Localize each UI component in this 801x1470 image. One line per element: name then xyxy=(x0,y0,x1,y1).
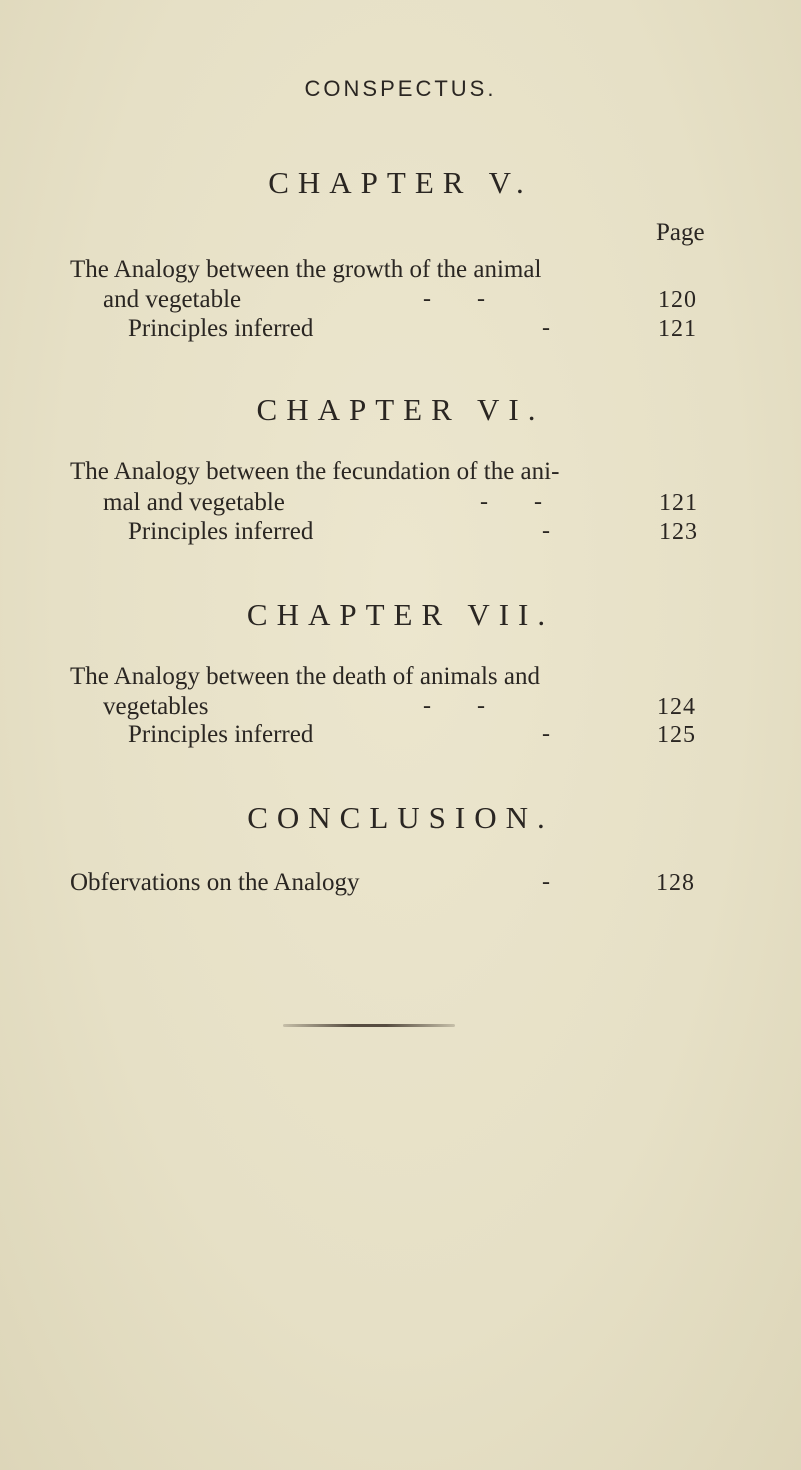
chapter-heading: CHAPTER V. xyxy=(268,165,533,200)
page-number: 121 xyxy=(659,490,698,516)
entry-text-continued: and vegetable xyxy=(103,286,242,313)
entry-text-continued: vegetables xyxy=(103,693,209,720)
page-number: 125 xyxy=(657,722,696,748)
dot-leader: - - xyxy=(423,693,485,719)
dot-leader: - xyxy=(542,518,550,544)
end-rule xyxy=(283,1024,455,1027)
entry-text: The Analogy between the growth of the animal xyxy=(70,256,542,283)
running-head: CONSPECTUS. xyxy=(304,76,497,101)
page-column-label: Page xyxy=(656,219,705,246)
entry-text-continued: mal and vegetable xyxy=(103,489,285,516)
entry-text: Principles inferred xyxy=(128,518,314,545)
chapter-heading: CHAPTER VII. xyxy=(246,597,555,632)
entry-text: Principles inferred xyxy=(128,721,314,748)
dot-leader: - - xyxy=(423,286,485,312)
chapter-heading: CONCLUSION. xyxy=(247,800,554,835)
page-number: 120 xyxy=(658,287,697,313)
page-number: 121 xyxy=(658,316,697,342)
entry-text: Obfervations on the Analogy xyxy=(70,869,360,896)
entry-text: Principles inferred xyxy=(128,315,314,342)
dot-leader: - - xyxy=(480,489,542,515)
page-number: 124 xyxy=(657,694,696,720)
entry-text: The Analogy between the death of animals and xyxy=(70,663,540,690)
chapter-heading: CHAPTER VI. xyxy=(256,392,545,427)
page-number: 128 xyxy=(656,870,695,896)
page-number: 123 xyxy=(659,519,698,545)
dot-leader: - xyxy=(542,315,550,341)
entry-text: The Analogy between the fecundation of the ani- xyxy=(70,458,560,485)
dot-leader: - xyxy=(542,869,550,895)
dot-leader: - xyxy=(542,721,550,747)
